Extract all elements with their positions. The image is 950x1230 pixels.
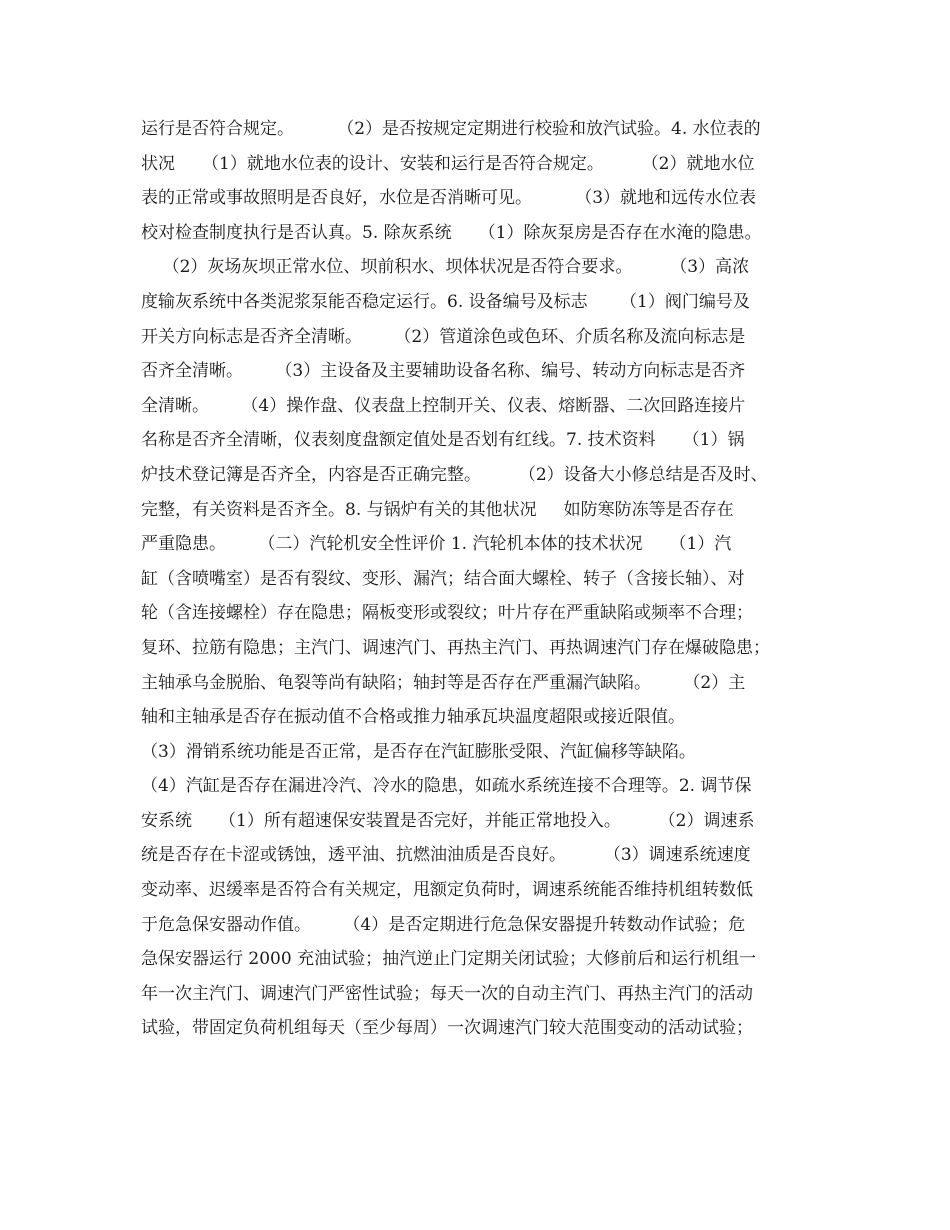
text-line: 严重隐患。 （二）汽轮机安全性评价 1. 汽轮机本体的技术状况 （1）汽 — [141, 534, 732, 555]
text-line: 完整，有关资料是否齐全。8. 与锅炉有关的其他状况 如防寒防冻等是否存在 — [141, 499, 734, 520]
text-line: 度输灰系统中各类泥浆泵能否稳定运行。6. 设备编号及标志 （1）阀门编号及 — [141, 291, 750, 312]
text-line: 否齐全清晰。 （3）主设备及主要辅助设备名称、编号、转动方向标志是否齐 — [141, 361, 746, 382]
text-line: 炉技术登记簿是否齐全，内容是否正确完整。 （2）设备大小修总结是否及时、 — [141, 464, 768, 485]
body-text — [141, 112, 831, 1046]
text-line: 年一次主汽门、调速汽门严密性试验；每天一次的自动主汽门、再热主汽门的活动 — [141, 983, 753, 1004]
text-line: 变动率、迟缓率是否符合有关规定，甩额定负荷时，调速系统能否维持机组转数低 — [141, 880, 753, 901]
text-line: 复环、拉筋有隐患；主汽门、调速汽门、再热主汽门、再热调速汽门存在爆破隐患； — [141, 637, 770, 658]
text-line: （4）汽缸是否存在漏进冷汽、冷水的隐患，如疏水系统连接不合理等。2. 调节保 — [141, 776, 752, 797]
text-line: 安系统 （1）所有超速保安装置是否完好，并能正常地投入。 （2）调速系 — [141, 810, 755, 831]
text-line: 试验，带固定负荷机组每天（至少每周）一次调速汽门较大范围变动的活动试验； — [141, 1018, 753, 1039]
text-line: （2）灰场灰坝正常水位、坝前积水、坝体状况是否符合要求。 （3）高浓 — [141, 257, 750, 278]
text-line: 主轴承乌金脱胎、龟裂等尚有缺陷；轴封等是否存在严重漏汽缺陷。 （2）主 — [141, 672, 746, 693]
text-line: 缸（含喷嘴室）是否有裂纹、变形、漏汽；结合面大螺栓、转子（含接长轴）、对 — [141, 568, 745, 589]
text-line: 状况 （1）就地水位表的设计、安装和运行是否符合规定。 （2）就地水位 — [141, 153, 755, 174]
text-line: 全清晰。 （4）操作盘、仪表盘上控制开关、仪表、熔断器、二次回路连接片 — [141, 395, 746, 416]
text-line: 名称是否齐全清晰，仪表刻度盘额定值处是否划有红线。7. 技术资料 （1）锅 — [141, 430, 745, 451]
text-line: 轮（含连接螺栓）存在隐患；隔板变形或裂纹；叶片存在严重缺陷或频率不合理； — [141, 603, 753, 624]
text-line: 于危急保安器动作值。 （4）是否定期进行危急保安器提升转数动作试验；危 — [141, 914, 746, 935]
text-line: 运行是否符合规定。 （2）是否按规定定期进行校验和放汽试验。4. 水位表的 — [141, 119, 761, 139]
text-line: 统是否存在卡涩或锈蚀，透平油、抗燃油油质是否良好。 （3）调速系统速度 — [141, 845, 751, 866]
text-line: 开关方向标志是否齐全清晰。 （2）管道涂色或色环、介质名称及流向标志是 — [141, 326, 746, 347]
text-line: 急保安器运行 2000 充油试验；抽汽逆止门定期关闭试验；大修前后和运行机组一 — [141, 949, 757, 970]
text-line: 表的正常或事故照明是否良好，水位是否消晰可见。 （3）就地和远传水位表 — [141, 188, 757, 209]
text-line: （3）滑销系统功能是否正常，是否存在汽缸膨胀受限、汽缸偏移等缺陷。 — [141, 741, 696, 762]
text-line: 轴和主轴承是否存在振动值不合格或推力轴承瓦块温度超限或接近限值。 — [141, 707, 685, 728]
text-line: 校对检查制度执行是否认真。5. 除灰系统 （1）除灰泵房是否存在水淹的隐患。 — [141, 222, 762, 243]
